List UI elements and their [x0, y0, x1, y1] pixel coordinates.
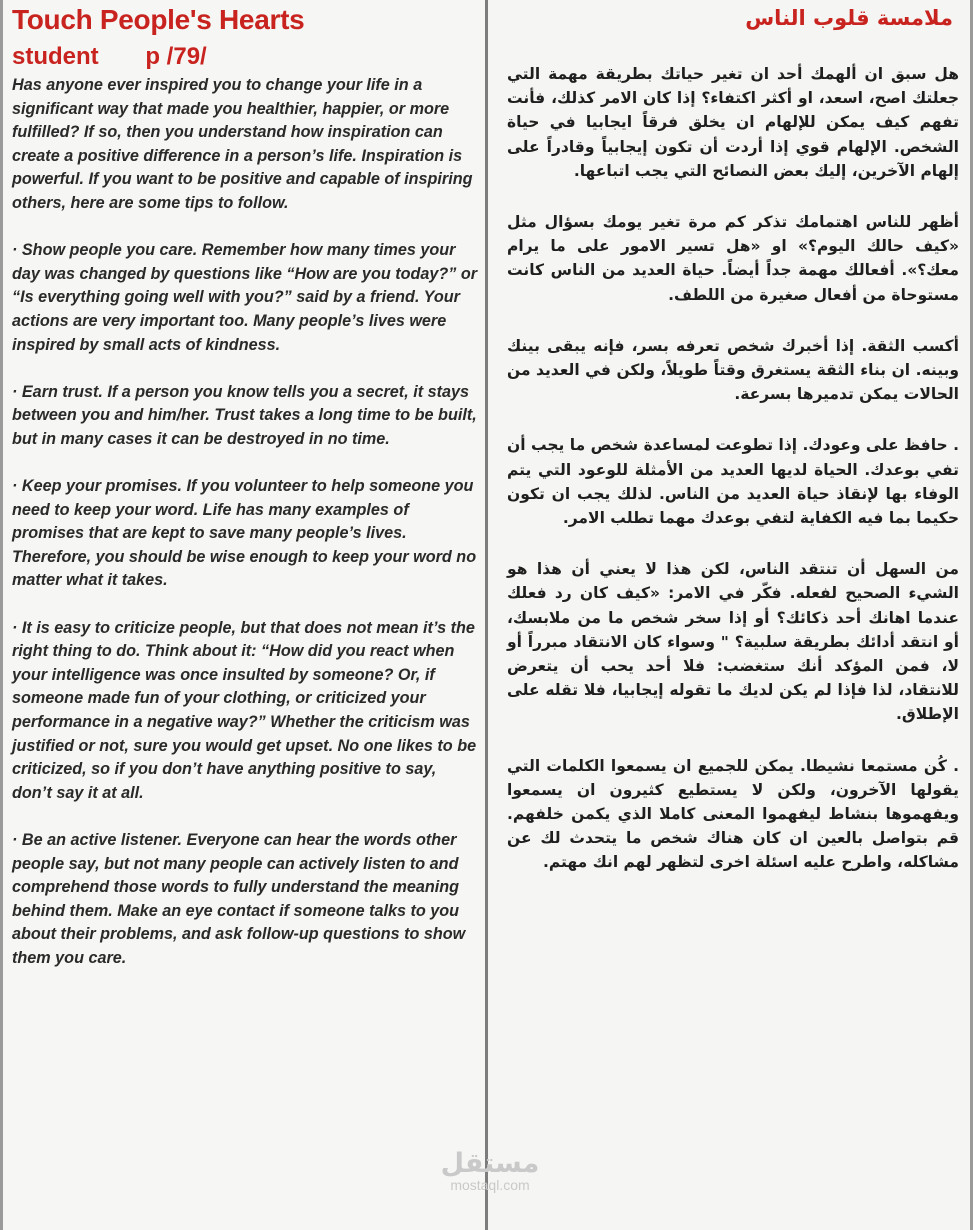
arabic-title: ملامسة قلوب الناس [745, 6, 953, 30]
arabic-paragraph-promises: . حافظ على وعودك. إذا تطوعت لمساعدة شخص ما يجب أن تفي بوعدك. الحياة لديها العديد من الأمثلة للوعود التي يتم الوفاء بها لإنقاذ حياة العديد من الناس. لذلك يجب ان تكون حكيما بما فيه الكفاية لتفي بوعدك مهما تطلب الامر. [507, 436, 959, 528]
arabic-paragraph-listener: . كُن مستمعا نشيطا. يمكن للجميع ان يسمعوا الكلمات التي يقولها الآخرون، ولكن لا يستطيع كثيرون ان يسمعوا ويفهموها بنشاط ليفهموا المعنى كاملا الذي يكمن خلفهم. قم بتواصل بالعين ان كان هناك شخص ما يتحدث لك عن مشاكله، واطرح عليه اسئلة اخرى لتظهر لهم انك مهتم. [507, 756, 959, 872]
page-reference: p /79/ [145, 43, 207, 70]
arabic-paragraph-care: أظهر للناس اهتمامك تذكر كم مرة تغير يومك بسؤال مثل «كيف حالك اليوم؟» او «هل تسير الامور على ما يرام معك؟». أفعالك مهمة جداً أيضاً. حياة العديد من الناس كانت مستوحاة من أفعال صغيرة من اللطف. [507, 213, 959, 304]
page-edge-left [0, 0, 3, 1230]
english-paragraph-criticize: · It is easy to criticize people, but that does not mean it’s the right thing to do. Think about it: “How did you react when your intelligence was once insulted by someone? Or, if someone made fun of your clothing, or criticized your performance in a negative way?” Whether the criticism was justified or not, sure you would get upset. No one likes to be criticized, so if you don’t have anything positive to say, don’t say it at all. [12, 618, 477, 802]
english-paragraph-listener: · Be an active listener. Everyone can hear the words other people say, but not many people can actively listen to and comprehend those words to fully understand the meaning behind them. Make an eye contact if someone talks to you about their problems, and ask follow-up questions to show them you care. [12, 831, 466, 967]
english-body [12, 74, 480, 971]
watermark-latin: mostaql.com [450, 1177, 530, 1193]
english-paragraph-trust: · Earn trust. If a person you know tells you a secret, it stays between you and him/her. Trust takes a long time to be built, but in many cases it can be destroyed in no time. [12, 382, 477, 448]
watermark-arabic: مستقل [440, 1148, 540, 1179]
english-title: Touch People's Hearts [12, 4, 305, 35]
arabic-paragraph-intro: هل سبق ان ألهمك أحد ان تغير حياتك بطريقة مهمة التي جعلتك اصح، اسعد، او أكثر اكتفاء؟ إذا كان الامر كذلك، فأنت تفهم كيف يمكن للإلهام ان يخلق فرقاً ايجابيا في حياة الشخص. الإلهام قوي إذا أردت أن تكون إيجابياً وقادراً على إلهام الآخرين، إليك بعض النصائح التي يجب اتباعها. [507, 65, 959, 180]
english-paragraph-care: · Show people you care. Remember how many times your day was changed by questions like “How are you today?” or “Is everything going well with you?” said by a friend. Your actions are very important too. Many people’s lives were inspired by small acts of kindness. [12, 241, 478, 354]
english-column [0, 0, 486, 1230]
arabic-paragraph-trust: أكسب الثقة. إذا أخبرك شخص تعرفه بسر، فإنه يبقى بينك وبينه. ان بناء الثقة يستغرق وقتاً طويلاً، ولكن في العديد من الحالات يمكن تدميرها بسرعة. [507, 336, 959, 404]
arabic-paragraph-criticize: من السهل أن تنتقد الناس، لكن هذا لا يعني أن هذا هو الشيء الصحيح لفعله. فكّر في الامر: «كيف كان رد فعلك عندما اهانك أحد ذكائك؟ أو إذا سخر شخص ما من ملابسك، أو انتقد أدائك بطريقة سلبية؟ " وسواء كان الانتقاد مبرراً أو لا، فمن المؤكد أنك ستغضب: فلا أحد يحب أن يتعرض للانتقاد، لذا فإذا لم يكن لديك ما تقوله إيجابيا، فلا تقله على الإطلاق. [507, 560, 959, 724]
arabic-body [507, 62, 959, 875]
student-label: student [12, 43, 99, 70]
english-paragraph-promises: · Keep your promises. If you volunteer to help someone you need to keep your word. Life has many examples of promises that are kept to save many people’s lives. Therefore, you should be wise enough to keep your word no matter what it takes. [12, 477, 477, 590]
english-subtitle [12, 43, 207, 71]
english-paragraph-intro: Has anyone ever inspired you to change your life in a significant way that made you healthier, happier, or more fulfilled? If so, then you understand how inspiration can create a positive difference in a person’s life. Inspiration is powerful. If you want to be positive and capable of inspiring others, here are some tips to follow. [12, 76, 473, 212]
column-divider [485, 0, 488, 1230]
